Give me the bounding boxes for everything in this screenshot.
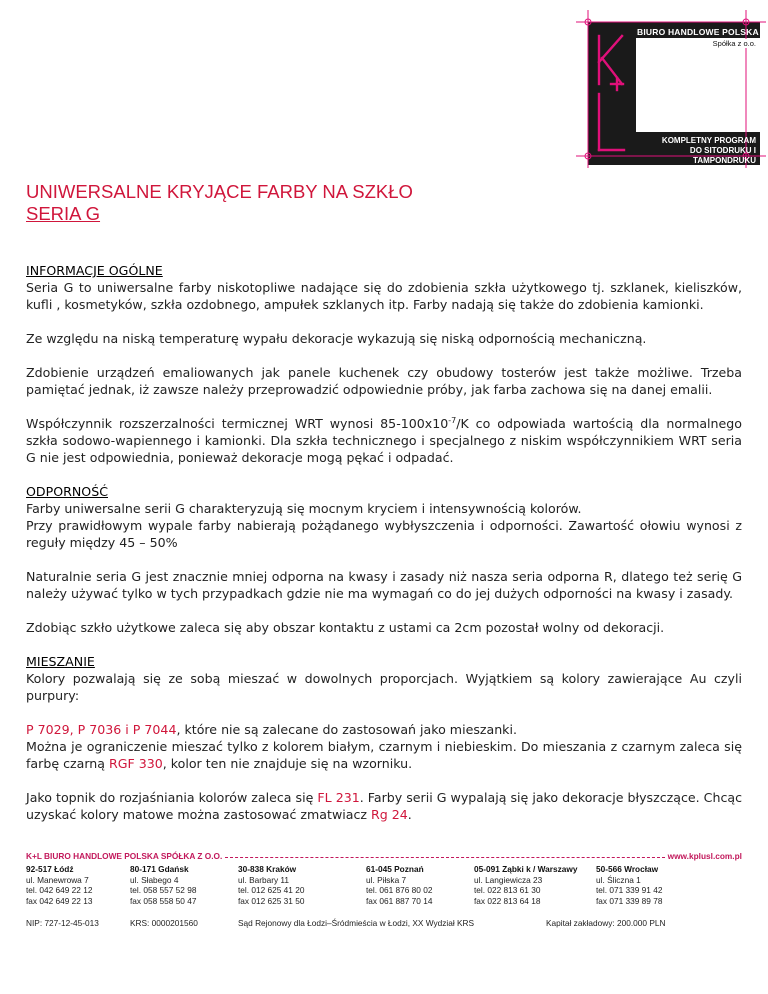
mixing-p4-a: Jako topnik do rozjaśniania kolorów zaleca się: [26, 790, 318, 805]
logo-tagline-line1: KOMPLETNY PROGRAM: [661, 136, 756, 145]
rg-code: Rg 24: [371, 807, 408, 822]
wrt-text-b: /K co odpowiada wartością dla normalnego szkła sodowo-wapiennego i kamionki. Dla szkła technicznego i specjalnego z niskim współczynnikiem WRT seria G nie jest odpowiednia, ponieważ dekoracje mogą pękać i odpadać.: [26, 416, 742, 465]
office-wroclaw: [596, 864, 696, 906]
office-tel: tel. 042 649 22 12: [26, 885, 93, 895]
krs-number: KRS: 0000201560: [130, 918, 198, 928]
resistance-paragraph-4: Zdobiąc szkło użytkowe zaleca się aby obszar kontaktu z ustami ca 2cm pozostał wolny od dekoracji.: [26, 620, 665, 635]
mixing-paragraph-4: [26, 789, 742, 823]
office-fax: fax 042 649 22 13: [26, 895, 93, 906]
logo-tagline-line2: DO SITODRUKU I TAMPONDRUKU: [689, 146, 756, 165]
office-city: 30-838 Kraków: [238, 864, 297, 874]
office-city: 61-045 Poznań: [366, 864, 424, 874]
title-series: SERIA G: [26, 203, 101, 224]
resistance-paragraph-2: Przy prawidłowym wypale farby nabierają pożądanego wybłyszczenia i odporności. Zawartość ołowiu wynosi z reguły między 45 – 50%: [26, 518, 742, 550]
office-zabki: [474, 864, 596, 906]
section-heading-mixing: MIESZANIE: [26, 654, 95, 669]
office-gdansk: [130, 864, 238, 906]
page-footer: [26, 851, 742, 906]
office-street: ul. Piłska 7: [366, 874, 407, 885]
office-list: [26, 864, 742, 906]
office-street: ul. Barbary 11: [238, 874, 290, 885]
court-info: Sąd Rejonowy dla Łodzi–Śródmieścia w Łodzi, XX Wydział KRS: [238, 918, 475, 928]
logo-company-name: BIURO HANDLOWE POLSKA: [637, 27, 759, 37]
mixing-paragraph-3: [26, 738, 742, 772]
office-street: ul. Manewrowa 7: [26, 874, 89, 885]
wrt-text-a: Współczynnik rozszerzalności termicznej WRT wynosi 85-100x10: [26, 416, 449, 431]
rgf-code: RGF 330: [109, 756, 163, 771]
office-fax: fax 012 625 31 50: [238, 895, 305, 906]
office-tel: tel. 012 625 41 20: [238, 885, 305, 895]
office-krakow: [238, 864, 366, 906]
section-heading-general: INFORMACJE OGÓLNE: [26, 263, 163, 278]
share-capital: Kapitał zakładowy: 200.000 PLN: [546, 918, 666, 928]
resistance-paragraph-1: Farby uniwersalne serii G charakteryzują się mocnym kryciem i intensywnością kolorów.: [26, 501, 582, 516]
mixing-p4-c: .: [407, 807, 412, 822]
general-paragraph-3: Zdobienie urządzeń emaliowanych jak panele kuchenek czy obudowy tosterów jest także możliwe. Trzeba pamiętać jednak, iż zawsze należy przeprowadzić odpowiednie próby, jak farba zachowa się na danej emalii.: [26, 365, 742, 397]
office-tel: tel. 058 557 52 98: [130, 885, 197, 895]
office-tel: tel. 071 339 91 42: [596, 885, 663, 895]
mixing-p3-a: Można je ograniczenie mieszać tylko z kolorem białym, czarnym i niebieskim. Do mieszania z czarnym zaleca się farbę czarną: [26, 739, 742, 771]
mixing-p2-rest: , które nie są zalecane do zastosowań jako mieszanki.: [176, 722, 517, 737]
footer-header: [26, 851, 742, 861]
logo-company-sub: Spółka z o.o.: [712, 39, 756, 48]
page-title: [26, 181, 413, 225]
office-fax: fax 071 339 89 78: [596, 895, 663, 906]
footer-company: K+L BIURO HANDLOWE POLSKA SPÓŁKA Z O.O.: [26, 851, 223, 861]
fl-code: FL 231: [317, 790, 360, 805]
mixing-paragraph-1: Kolory pozwalają się ze sobą mieszać w dowolnych proporcjach. Wyjątkiem są kolory zawierające Au czyli purpury:: [26, 671, 742, 703]
office-street: ul. Słabego 4: [130, 874, 179, 885]
office-fax: fax 058 558 50 47: [130, 895, 197, 906]
purple-color-codes: P 7029, P 7036 i P 7044: [26, 722, 177, 737]
section-heading-resistance: ODPORNOŚĆ: [26, 484, 108, 499]
office-fax: fax 061 887 70 14: [366, 895, 433, 906]
mixing-p4-b: . Farby serii G wypalają się jako dekoracje błyszczące. Chcąc uzyskać kolory matowe można zastosować zmatwiacz: [26, 790, 743, 822]
footer-divider: [225, 857, 664, 858]
office-street: ul. Langiewicza 23: [474, 874, 543, 885]
footer-website[interactable]: www.kplusl.com.pl: [667, 851, 742, 861]
mixing-paragraph-2: [26, 721, 742, 738]
office-poznan: [366, 864, 474, 906]
office-city: 05-091 Ząbki k / Warszawy: [474, 864, 578, 874]
office-city: 80-171 Gdańsk: [130, 864, 189, 874]
general-paragraph-1: Seria G to uniwersalne farby niskotopliwe nadające się do zdobienia szkła użytkowego tj. szklanek, kieliszków, kufli , kosmetyków, szkła ozdobnego, ampułek szklanych itp. Farby nadają się także do zdobienia kamionki.: [26, 280, 742, 312]
general-paragraph-2: Ze względu na niską temperaturę wypału dekoracje wykazują się niską odpornością mechaniczną.: [26, 331, 647, 346]
office-tel: tel. 061 876 80 02: [366, 885, 433, 895]
document-body: [26, 262, 742, 823]
resistance-paragraph-3: Naturalnie seria G jest znacznie mniej odporna na kwasy i zasady niż nasza seria odporna R, dlatego też serię G należy używać tylko w tych przypadkach gdzie nie ma wymagań co do jej dużych odporności na kwasy i zasady.: [26, 569, 742, 601]
title-line1: UNIWERSALNE KRYJĄCE FARBY NA SZKŁO: [26, 181, 413, 202]
mixing-p3-b: , kolor ten nie znajduje się na wzorniku.: [162, 756, 413, 771]
nip-number: NIP: 727-12-45-013: [26, 918, 99, 928]
office-street: ul. Śliczna 1: [596, 874, 641, 885]
logo-tagline: [628, 136, 756, 166]
wrt-exponent: -7: [448, 415, 457, 425]
office-lodz: [26, 864, 130, 906]
office-city: 50-566 Wrocław: [596, 864, 659, 874]
office-fax: fax 022 813 64 18: [474, 895, 541, 906]
office-tel: tel. 022 813 61 30: [474, 885, 541, 895]
general-paragraph-4: [26, 415, 742, 466]
office-city: 92-517 Łódź: [26, 864, 74, 874]
